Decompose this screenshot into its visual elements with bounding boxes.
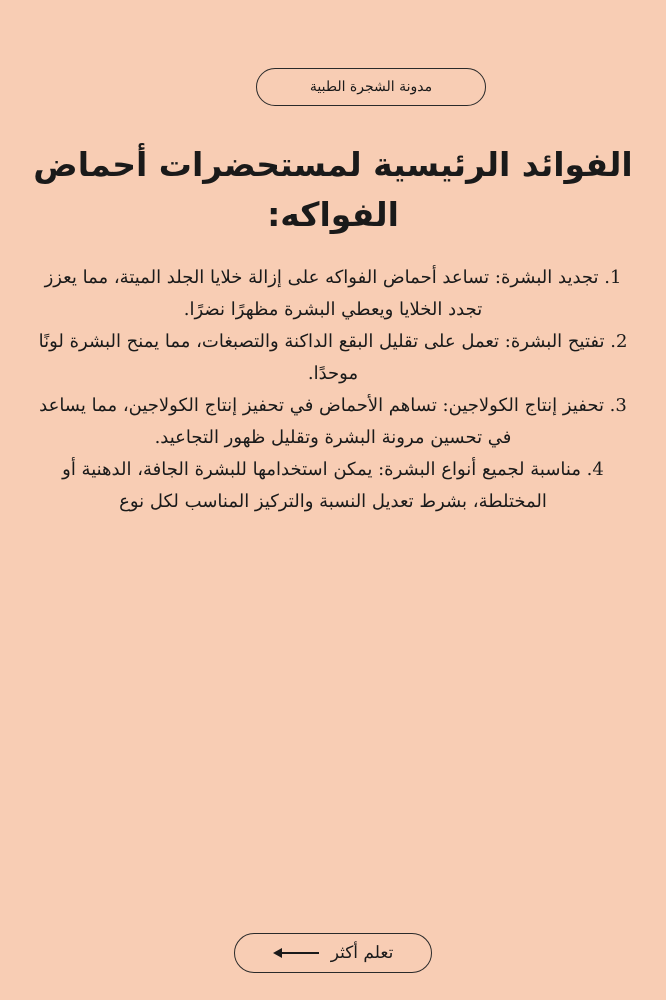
blog-badge — [256, 68, 486, 106]
benefit-item: 4. مناسبة لجميع أنواع البشرة: يمكن استخدامها للبشرة الجافة، الدهنية أو المختلطة، بشرط تعديل النسبة والتركيز المناسب لكل نوع — [62, 459, 604, 512]
learn-more-label: تعلم أكثر — [330, 943, 394, 963]
blog-badge-label: مدونة الشجرة الطبية — [309, 79, 433, 95]
benefit-item: 3. تحفيز إنتاج الكولاجين: تساهم الأحماض في تحفيز إنتاج الكولاجين، مما يساعد في تحسين مرونة البشرة وتقليل ظهور التجاعيد. — [39, 395, 627, 448]
benefits-list — [30, 262, 636, 518]
learn-more-button[interactable] — [234, 933, 432, 973]
arrow-left-icon — [273, 947, 321, 959]
page-title: الفوائد الرئيسية لمستحضرات أحماض الفواكه: — [33, 145, 633, 234]
benefit-item: 1. تجديد البشرة: تساعد أحماض الفواكه على إزالة خلايا الجلد الميتة، مما يعزز تجدد الخلايا ويعطي البشرة مظهرًا نضرًا. — [44, 267, 622, 320]
benefit-item: 2. تفتيح البشرة: تعمل على تقليل البقع الداكنة والتصبغات، مما يمنح البشرة لونًا موحدًا. — [38, 331, 628, 384]
